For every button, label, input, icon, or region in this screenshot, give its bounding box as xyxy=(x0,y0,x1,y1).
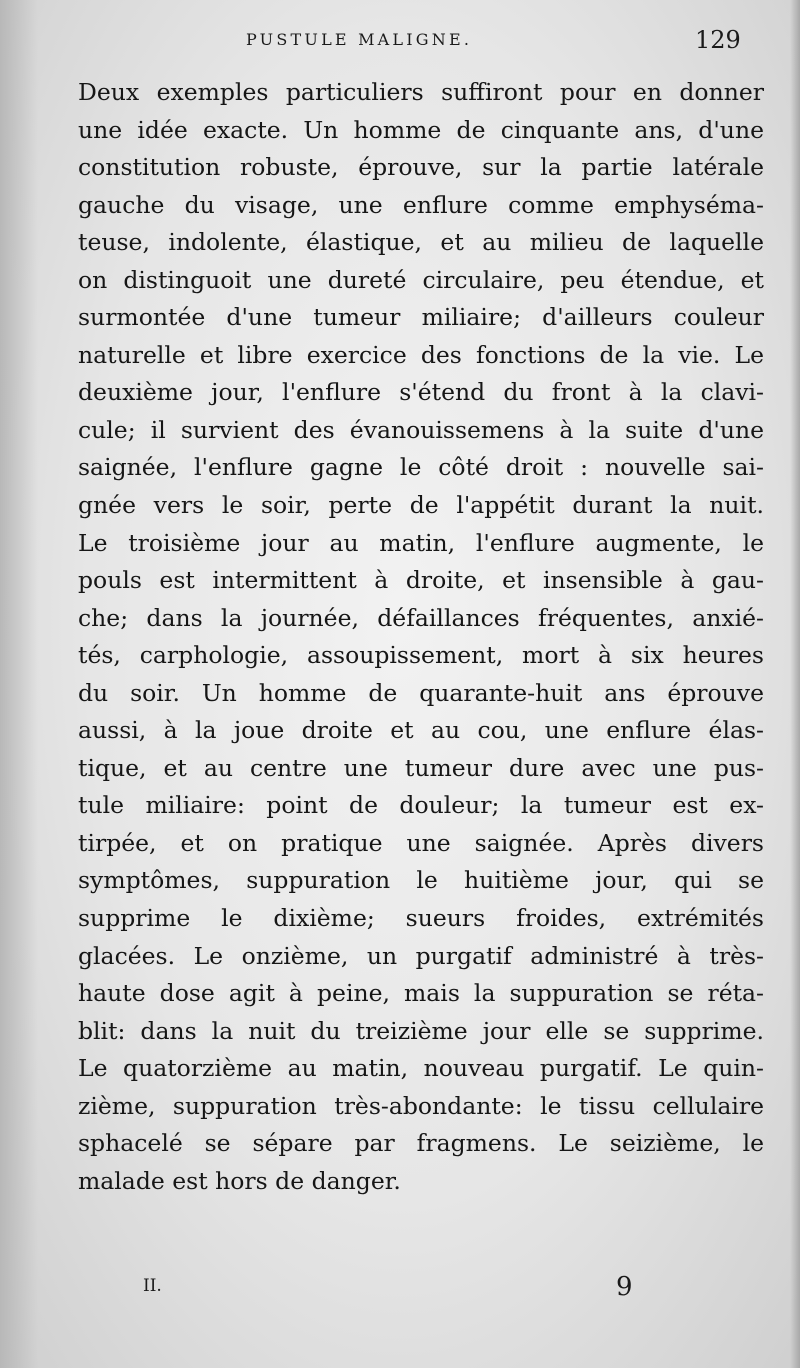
page-edge-shadow xyxy=(790,0,800,1368)
text-line: surmontée d'une tumeur miliaire; d'ailleurs couleur xyxy=(78,303,764,332)
page-number: 129 xyxy=(695,26,741,54)
text-line: tirpée, et on pratique une saignée. Après divers xyxy=(78,828,764,857)
text-line-last: malade est hors de danger. xyxy=(78,1166,401,1195)
text-line: Le quatorzième au matin, nouveau purgatif. Le quin- xyxy=(78,1054,764,1083)
text-line: Deux exemples particuliers suffiront pour en donner xyxy=(78,78,764,106)
text-line: tule miliaire: point de douleur; la tumeur est ex- xyxy=(78,791,764,820)
text-line: on distinguoit une dureté circulaire, peu étendue, et xyxy=(78,265,764,294)
text-line: gnée vers le soir, perte de l'appétit durant la nuit. xyxy=(78,491,764,520)
text-line: naturelle et libre exercice des fonctions de la vie. Le xyxy=(78,340,764,369)
text-line: blit: dans la nuit du treizième jour elle se supprime. xyxy=(78,1016,764,1045)
body-text xyxy=(78,74,764,1200)
text-line: zième, suppuration très-abondante: le tissu cellulaire xyxy=(78,1091,764,1120)
volume-mark: II. xyxy=(143,1276,162,1296)
text-line: du soir. Un homme de quarante-huit ans éprouve xyxy=(78,678,764,707)
text-line: haute dose agit à peine, mais la suppuration se réta- xyxy=(78,979,764,1008)
binding-shadow xyxy=(0,0,38,1368)
text-line: che; dans la journée, défaillances fréquentes, anxié- xyxy=(78,603,764,632)
text-line: saignée, l'enflure gagne le côté droit : nouvelle sai- xyxy=(78,453,764,482)
text-line: constitution robuste, éprouve, sur la partie latérale xyxy=(78,153,764,182)
text-line: tique, et au centre une tumeur dure avec une pus- xyxy=(78,753,764,782)
text-line: tés, carphologie, assoupissement, mort à six heures xyxy=(78,641,764,670)
text-line: gauche du visage, une enflure comme emphyséma- xyxy=(78,190,764,219)
running-title: PUSTULE MALIGNE. xyxy=(246,30,473,49)
text-line: Le troisième jour au matin, l'enflure augmente, le xyxy=(78,528,764,557)
signature-number: 9 xyxy=(616,1272,633,1302)
text-line: sphacelé se sépare par fragmens. Le seizième, le xyxy=(78,1129,764,1158)
text-line: glacées. Le onzième, un purgatif administré à très- xyxy=(78,941,764,970)
text-line: teuse, indolente, élastique, et au milieu de laquelle xyxy=(78,228,764,257)
text-line: symptômes, suppuration le huitième jour, qui se xyxy=(78,866,764,895)
text-line: aussi, à la joue droite et au cou, une enflure élas- xyxy=(78,716,764,745)
text-line: supprime le dixième; sueurs froides, extrémités xyxy=(78,904,764,933)
text-line: cule; il survient des évanouissemens à la suite d'une xyxy=(78,415,764,444)
text-line: pouls est intermittent à droite, et insensible à gau- xyxy=(78,566,764,595)
text-line: deuxième jour, l'enflure s'étend du front à la clavi- xyxy=(78,378,764,407)
text-line: une idée exacte. Un homme de cinquante ans, d'une xyxy=(78,115,764,144)
